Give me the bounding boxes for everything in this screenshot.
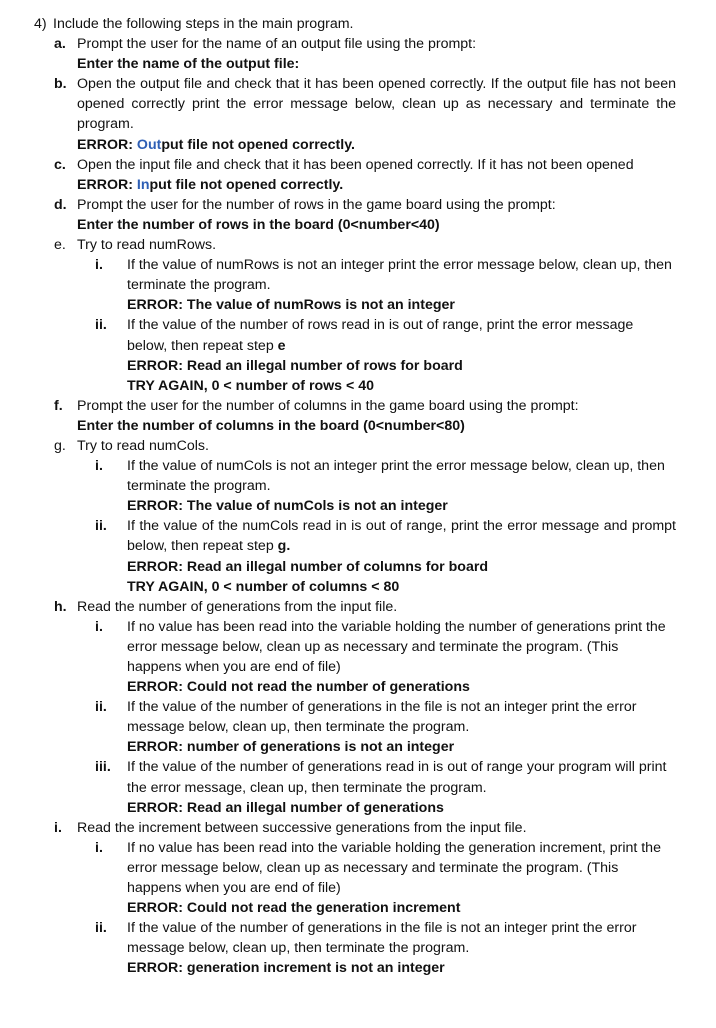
item-text: Open the input file and check that it has been opened correctly. If it has not been opened <box>77 156 634 173</box>
error-no-increment: ERROR: Could not read the generation increment <box>127 900 461 917</box>
error-prefix: ERROR: <box>77 176 137 193</box>
item-b <box>0 74 716 134</box>
error-generations-not-integer: ERROR: number of generations is not an integer <box>127 739 455 756</box>
error-rest: put file not opened correctly. <box>149 176 344 193</box>
item-d <box>0 195 716 215</box>
item-h-iii <box>0 757 716 797</box>
subitem-marker: i. <box>95 458 103 475</box>
step-reference: e <box>277 337 286 354</box>
try-again-rows: TRY AGAIN, 0 < number of rows < 40 <box>127 377 375 394</box>
item-text: Try to read numRows. <box>77 237 217 254</box>
subitem-marker: ii. <box>95 699 107 716</box>
item-g-i <box>0 456 716 496</box>
subitem-text <box>127 516 676 556</box>
error-no-generations: ERROR: Could not read the number of generations <box>127 679 470 696</box>
subitem-text: If the value of numCols is not an integer print the error message below, clean up, then terminate the program. <box>127 458 665 495</box>
item-g <box>0 436 716 456</box>
subitem-text: If the value of numRows is not an integer print the error message below, clean up, then terminate the program. <box>127 257 672 294</box>
item-marker: f. <box>54 397 63 414</box>
item-text: Read the increment between successive generations from the input file. <box>77 819 527 836</box>
step-marker: 4) <box>34 16 47 32</box>
item-f <box>0 396 716 416</box>
error-output-file <box>0 135 716 155</box>
item-text: Prompt the user for the name of an output file using the prompt: <box>77 36 477 53</box>
prompt-columns: Enter the number of columns in the board (0<number<80) <box>77 417 465 434</box>
try-again-columns: TRY AGAIN, 0 < number of columns < 80 <box>127 578 400 595</box>
item-h-ii <box>0 697 716 737</box>
subitem-marker: ii. <box>95 518 107 535</box>
subitem-marker: iii. <box>95 759 111 776</box>
item-marker: a. <box>54 36 66 53</box>
item-text: Open the output file and check that it has been opened correctly. If the output file has not been opened correctly print the error message below, clean up as necessary and terminate the program. <box>77 76 676 133</box>
subitem-text: If the value of the number of generations in the file is not an integer print the error message below, clean up, then terminate the program. <box>127 699 637 736</box>
item-marker: e. <box>54 237 66 254</box>
item-e <box>0 235 716 255</box>
error-numrows-not-integer: ERROR: The value of numRows is not an integer <box>127 297 455 314</box>
error-input-file <box>0 175 716 195</box>
error-illegal-columns: ERROR: Read an illegal number of columns for board <box>127 558 489 575</box>
step-reference: g. <box>277 538 291 555</box>
item-h <box>0 597 716 617</box>
item-marker: d. <box>54 196 67 213</box>
subitem-text: If no value has been read into the variable holding the number of generations print the error message below, clean up as necessary and terminate the program. (This happens when you are end of file) <box>127 618 666 675</box>
error-prefix: ERROR: <box>77 136 137 153</box>
error-highlight: Out <box>136 136 162 153</box>
subitem-marker: i. <box>95 839 103 856</box>
subitem-marker: ii. <box>95 317 107 334</box>
item-i <box>0 818 716 838</box>
error-highlight: In <box>136 176 150 193</box>
item-i-i <box>0 838 716 898</box>
item-text: Read the number of generations from the input file. <box>77 598 398 615</box>
item-text: Try to read numCols. <box>77 437 209 454</box>
error-rest: put file not opened correctly. <box>161 136 355 153</box>
item-i-ii <box>0 918 716 958</box>
subitem-text: If the value of the number of generations in the file is not an integer print the error message below, clean up, then terminate the program. <box>127 920 637 957</box>
subitem-marker: i. <box>95 618 103 635</box>
item-c <box>0 155 716 175</box>
item-h-i <box>0 617 716 677</box>
item-text: Prompt the user for the number of rows in the game board using the prompt: <box>77 196 556 213</box>
prompt-rows: Enter the number of rows in the board (0<number<40) <box>77 216 440 233</box>
subitem-text-body: If the value of the number of rows read in is out of range, print the error message below, then repeat step <box>127 317 634 354</box>
subitem-text <box>127 315 676 355</box>
subitem-text: If the value of the number of generations read in is out of range your program will print the error message, clean up, then terminate the program. <box>127 759 667 796</box>
error-illegal-generations: ERROR: Read an illegal number of generations <box>127 799 444 816</box>
item-marker: i. <box>54 819 62 836</box>
error-numcols-not-integer: ERROR: The value of numCols is not an integer <box>127 498 448 515</box>
subitem-marker: i. <box>95 257 103 274</box>
step-text: Include the following steps in the main program. <box>53 16 354 32</box>
prompt-output-file: Enter the name of the output file: <box>77 56 300 73</box>
item-marker: g. <box>54 437 66 454</box>
item-text: Prompt the user for the number of columns in the game board using the prompt: <box>77 397 579 414</box>
item-e-ii <box>0 315 716 355</box>
item-a <box>0 34 716 54</box>
item-marker: b. <box>54 76 67 93</box>
error-increment-not-integer: ERROR: generation increment is not an integer <box>127 960 445 977</box>
step-4 <box>0 14 716 34</box>
subitem-marker: ii. <box>95 920 107 937</box>
item-marker: h. <box>54 598 67 615</box>
item-marker: c. <box>54 156 66 173</box>
item-e-i <box>0 255 716 295</box>
item-g-ii <box>0 516 716 556</box>
error-illegal-rows: ERROR: Read an illegal number of rows for board <box>127 357 463 374</box>
subitem-text-body: If the value of the numCols read in is out of range, print the error message and prompt below, then repeat step <box>127 518 676 555</box>
subitem-text: If no value has been read into the variable holding the generation increment, print the error message below, clean up as necessary and terminate the program. (This happens when you are end of file) <box>127 839 661 897</box>
